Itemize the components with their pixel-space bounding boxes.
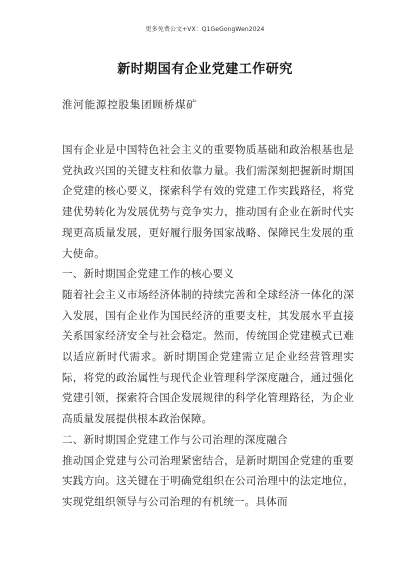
paragraph-section-1: 随着社会主义市场经济体制的持续完善和全球经济一体化的深入发展，国有企业作为国民经济的重要支柱，其发展水平直接关系国家经济安全与社会稳定。然而，传统国企党建模式已难以适应新时代需求。新时期国企党建需立足企业经营管理实际，将党的政治属性与现代企业管理科学深度融合，通过强化党建引领，探索符合国企发展规律的科学化管理路径，为企业高质量发展提供根本政治保障。 [62, 288, 354, 426]
paragraph-intro: 国有企业是中国特色社会主义的重要物质基础和政治根基也是党执政兴国的关键支柱和依靠力量。我们需深刻把握新时期国企党建的核心要义，探索科学有效的党建工作实践路径，将党建优势转化为发展优势与竞争实力，推动国有企业在新时代实现更高质量发展，更好履行服务国家战略、保障民生发展的重大使命。 [62, 144, 354, 260]
header-note: 更多免费公文+VX：Q1GeGongWen2024 [145, 26, 265, 33]
document-body [62, 140, 354, 513]
author-affiliation: 淮河能源控股集团顾桥煤矿 [62, 99, 198, 111]
paragraph-section-2: 推动国企党建与公司治理紧密结合，是新时期国企党建的重要实践方向。这关键在于明确党组织在公司治理中的法定地位，实现党组织领导与公司治理的有机统一。具体而 [62, 454, 354, 508]
section-heading-2: 二、新时期国企党建工作与公司治理的深度融合 [62, 433, 288, 446]
document-title: 新时期国有企业党建工作研究 [117, 62, 293, 77]
section-heading-1: 一、新时期国企党建工作的核心要义 [62, 268, 234, 281]
